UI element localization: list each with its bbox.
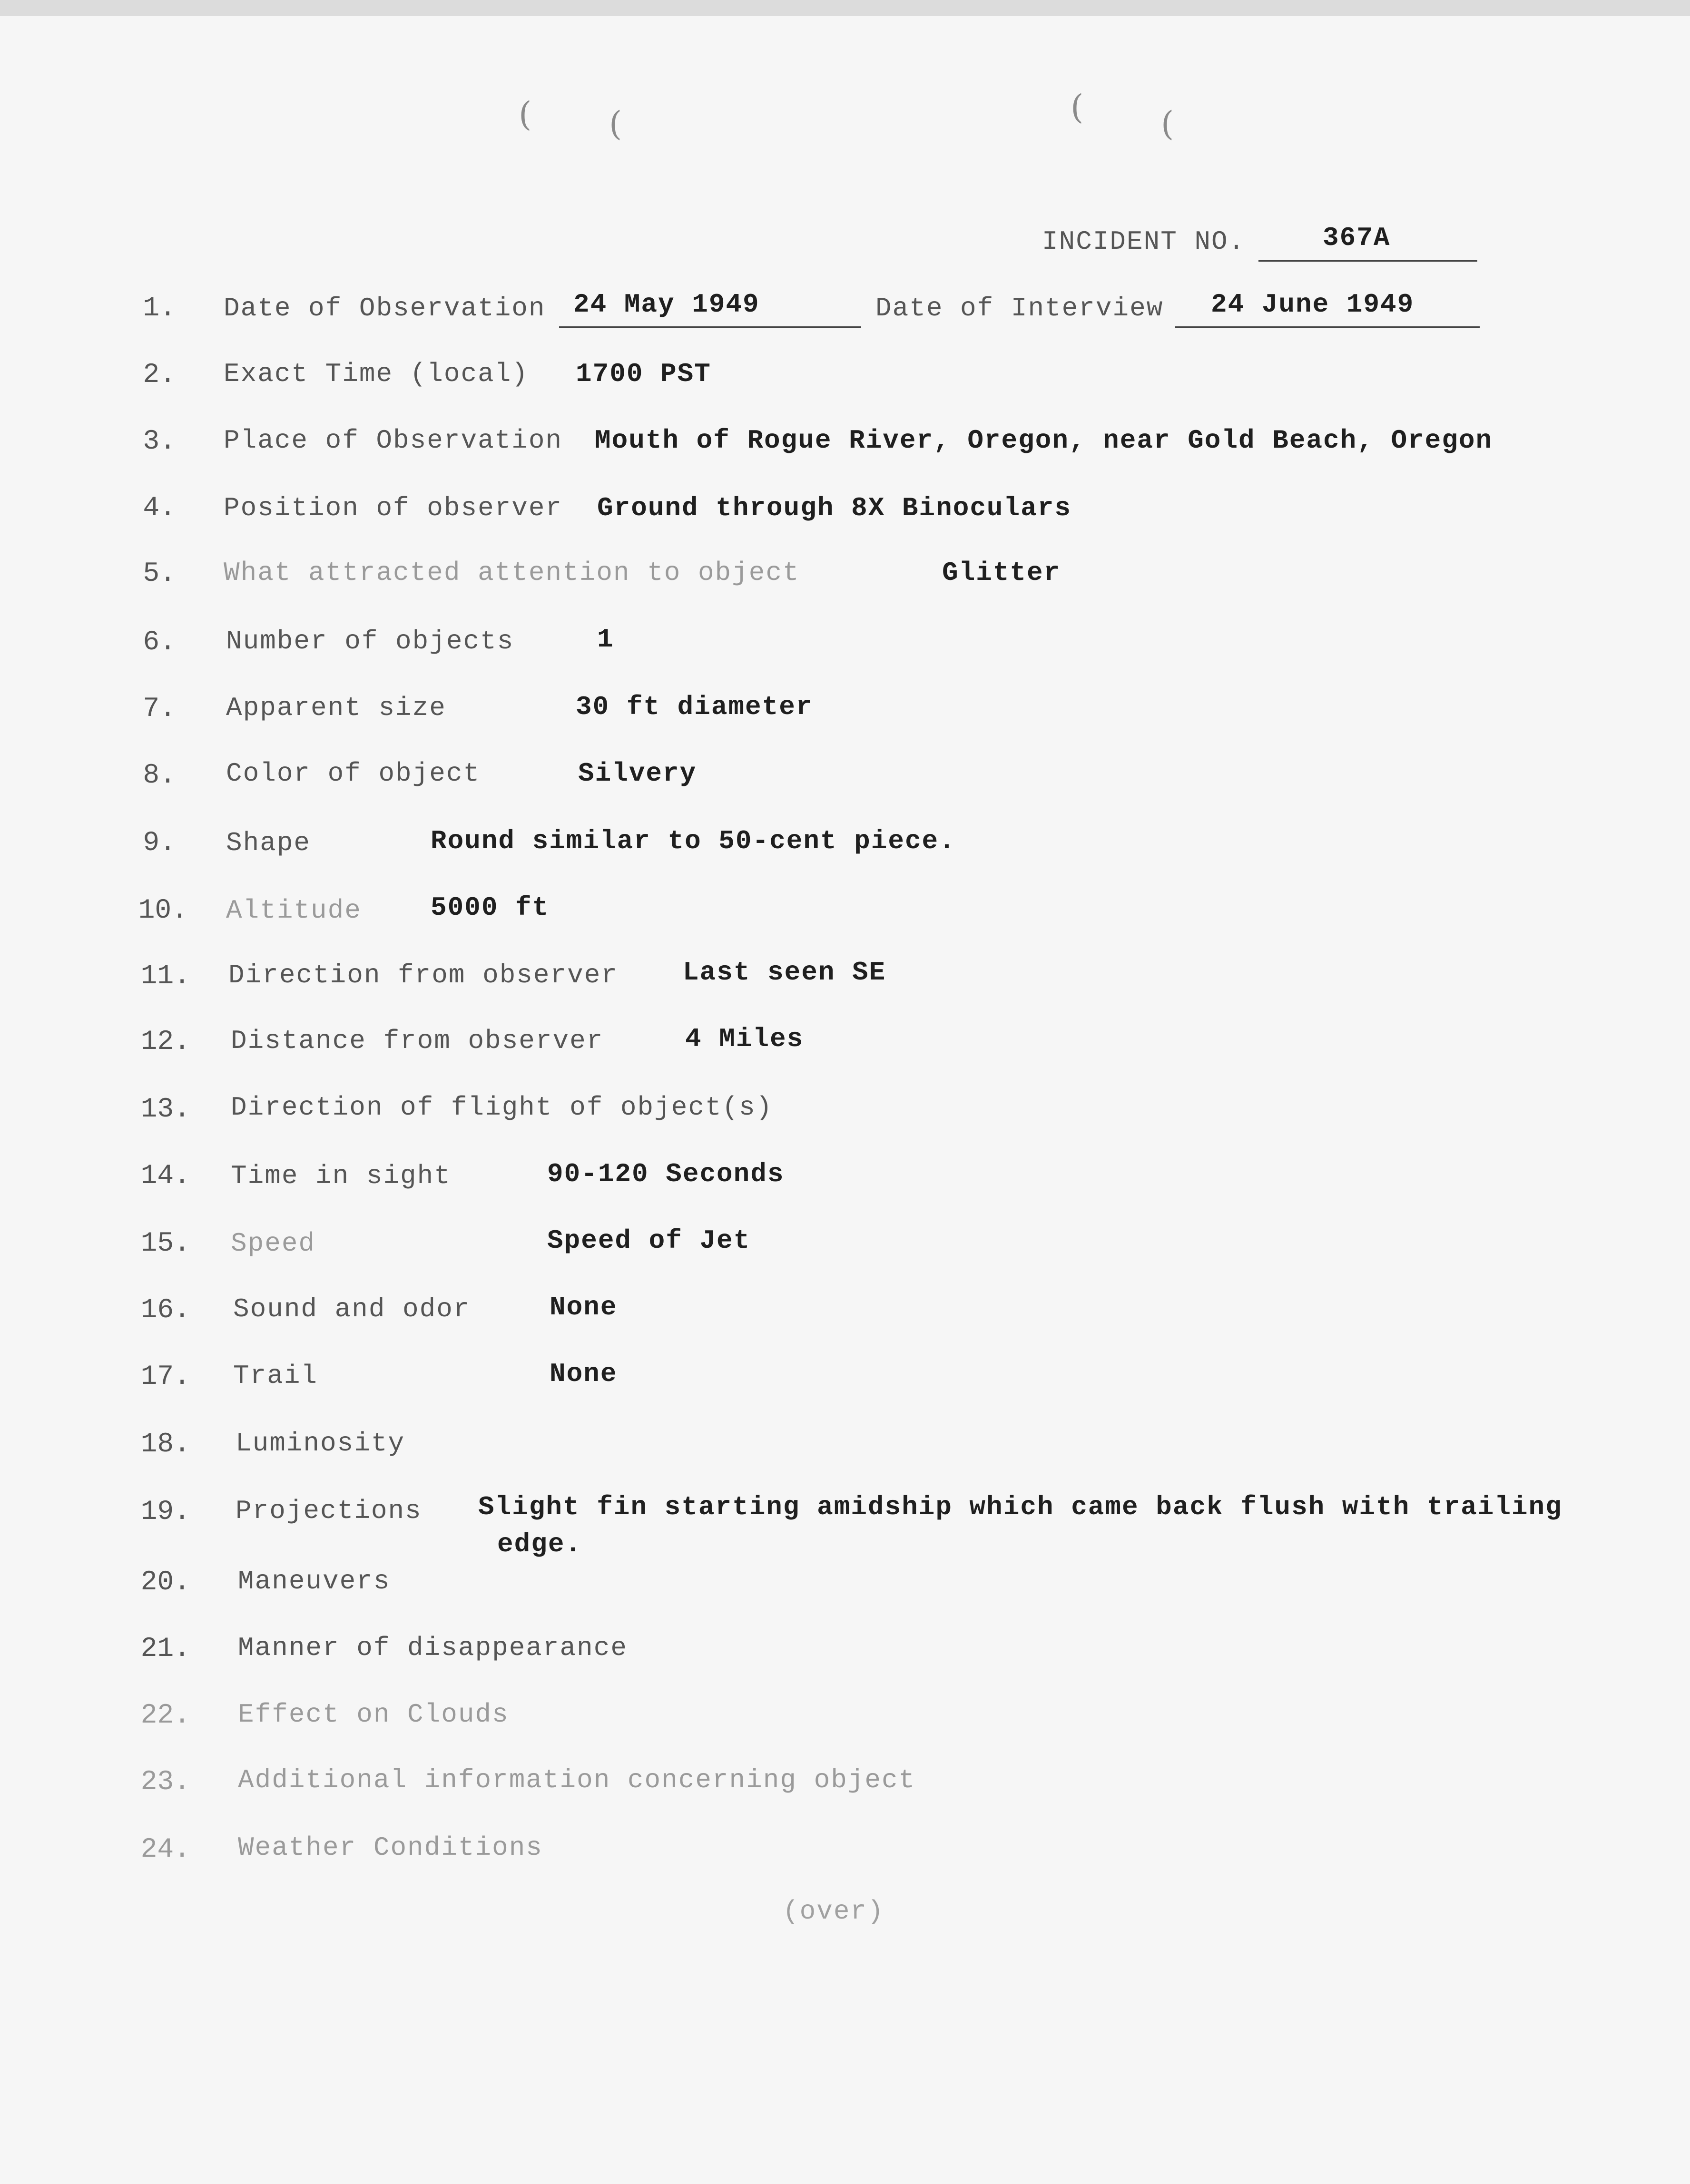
item-number: 9.	[143, 828, 176, 859]
item-label-luminosity: Luminosity	[236, 1428, 405, 1459]
item-value-date-of-observation: 24 May 1949	[573, 289, 760, 320]
item-label-manner-of-disappearance: Manner of disappearance	[238, 1633, 628, 1663]
item-number: 3.	[143, 426, 176, 457]
item-number: 15.	[140, 1228, 190, 1259]
item-label-date-of-interview: Date of Interview	[875, 293, 1164, 323]
item-label-number-of-objects: Number of objects	[226, 626, 514, 656]
item-value-date-of-interview: 24 June 1949	[1211, 289, 1415, 320]
item-value-distance-from-observer: 4 Miles	[685, 1024, 804, 1054]
item-number: 2.	[143, 360, 176, 391]
item-label-position-of-observer: Position of observer	[224, 493, 563, 523]
scan-top-edge	[0, 0, 1690, 16]
item-label-exact-time: Exact Time (local)	[224, 359, 529, 389]
item-label-trail: Trail	[233, 1361, 318, 1391]
item-value-altitude: 5000 ft	[431, 892, 550, 923]
item-label-distance-from-observer: Distance from observer	[231, 1026, 604, 1056]
item-label-maneuvers: Maneuvers	[238, 1566, 391, 1596]
item-label-time-in-sight: Time in sight	[231, 1161, 451, 1191]
pencil-mark: (	[1161, 104, 1174, 143]
item-value-place-of-observation: Mouth of Rogue River, Oregon, near Gold Beach, Oregon	[595, 425, 1493, 456]
item-number: 21.	[140, 1634, 190, 1665]
item-value-projections-cont: edge.	[497, 1529, 582, 1559]
item-label-weather-conditions: Weather Conditions	[238, 1832, 543, 1863]
item-number: 1.	[143, 293, 176, 324]
observation-date-underline	[559, 326, 861, 328]
item-number: 11.	[140, 961, 190, 992]
item-number: 23.	[140, 1767, 190, 1798]
item-label-what-attracted-attention: What attracted attention to object	[224, 558, 800, 588]
item-number: 22.	[140, 1700, 190, 1731]
item-value-direction-from-observer: Last seen SE	[683, 957, 886, 988]
item-value-what-attracted-attention: Glitter	[942, 558, 1061, 588]
incident-label: INCIDENT NO.	[1042, 226, 1246, 257]
item-value-color-of-object: Silvery	[578, 758, 697, 789]
item-label-sound-and-odor: Sound and odor	[233, 1294, 471, 1324]
item-number: 5.	[143, 558, 176, 589]
item-number: 20.	[140, 1567, 190, 1598]
item-label-speed: Speed	[231, 1228, 316, 1259]
item-value-shape: Round similar to 50-cent piece.	[431, 826, 956, 856]
item-value-time-in-sight: 90-120 Seconds	[547, 1159, 785, 1189]
item-value-speed: Speed of Jet	[547, 1225, 751, 1256]
item-label-altitude: Altitude	[226, 895, 362, 926]
incident-number: 367A	[1323, 223, 1391, 253]
item-number: 24.	[140, 1834, 190, 1865]
over-note: (over)	[783, 1896, 884, 1927]
item-number: 13.	[140, 1094, 190, 1125]
item-number: 8.	[143, 760, 176, 791]
item-value-exact-time: 1700 PST	[576, 359, 711, 389]
incident-underline	[1258, 260, 1477, 262]
item-label-direction-of-flight: Direction of flight of object(s)	[231, 1092, 773, 1123]
item-number: 12.	[140, 1027, 190, 1058]
item-value-position-of-observer: Ground through 8X Binoculars	[597, 493, 1071, 523]
item-label-date-of-observation: Date of Observation	[224, 293, 546, 323]
item-label-place-of-observation: Place of Observation	[224, 425, 563, 456]
item-number: 6.	[143, 627, 176, 658]
interview-date-underline	[1175, 326, 1480, 328]
item-label-additional-information: Additional information concerning object	[238, 1765, 916, 1795]
item-number: 16.	[140, 1295, 190, 1326]
item-label-shape: Shape	[226, 828, 311, 858]
pencil-mark: (	[1071, 88, 1084, 127]
pencil-mark: (	[519, 95, 532, 134]
item-number: 4.	[143, 493, 176, 524]
item-value-trail: None	[550, 1359, 618, 1389]
item-label-effect-on-clouds: Effect on Clouds	[238, 1699, 509, 1730]
item-value-projections: Slight fin starting amidship which came back flush with trailing	[478, 1492, 1562, 1522]
item-number: 14.	[140, 1161, 190, 1192]
item-number: 18.	[140, 1429, 190, 1460]
item-number: 10.	[138, 895, 188, 926]
pencil-mark: (	[609, 104, 622, 143]
item-label-direction-from-observer: Direction from observer	[228, 960, 618, 990]
item-number: 7.	[143, 694, 176, 725]
item-label-color-of-object: Color of object	[226, 758, 481, 789]
item-number: 17.	[140, 1361, 190, 1392]
item-label-apparent-size: Apparent size	[226, 693, 446, 723]
item-label-projections: Projections	[236, 1496, 422, 1526]
item-value-apparent-size: 30 ft diameter	[576, 692, 813, 722]
item-value-number-of-objects: 1	[597, 624, 614, 655]
item-number: 19.	[140, 1497, 190, 1528]
item-value-sound-and-odor: None	[550, 1292, 618, 1322]
